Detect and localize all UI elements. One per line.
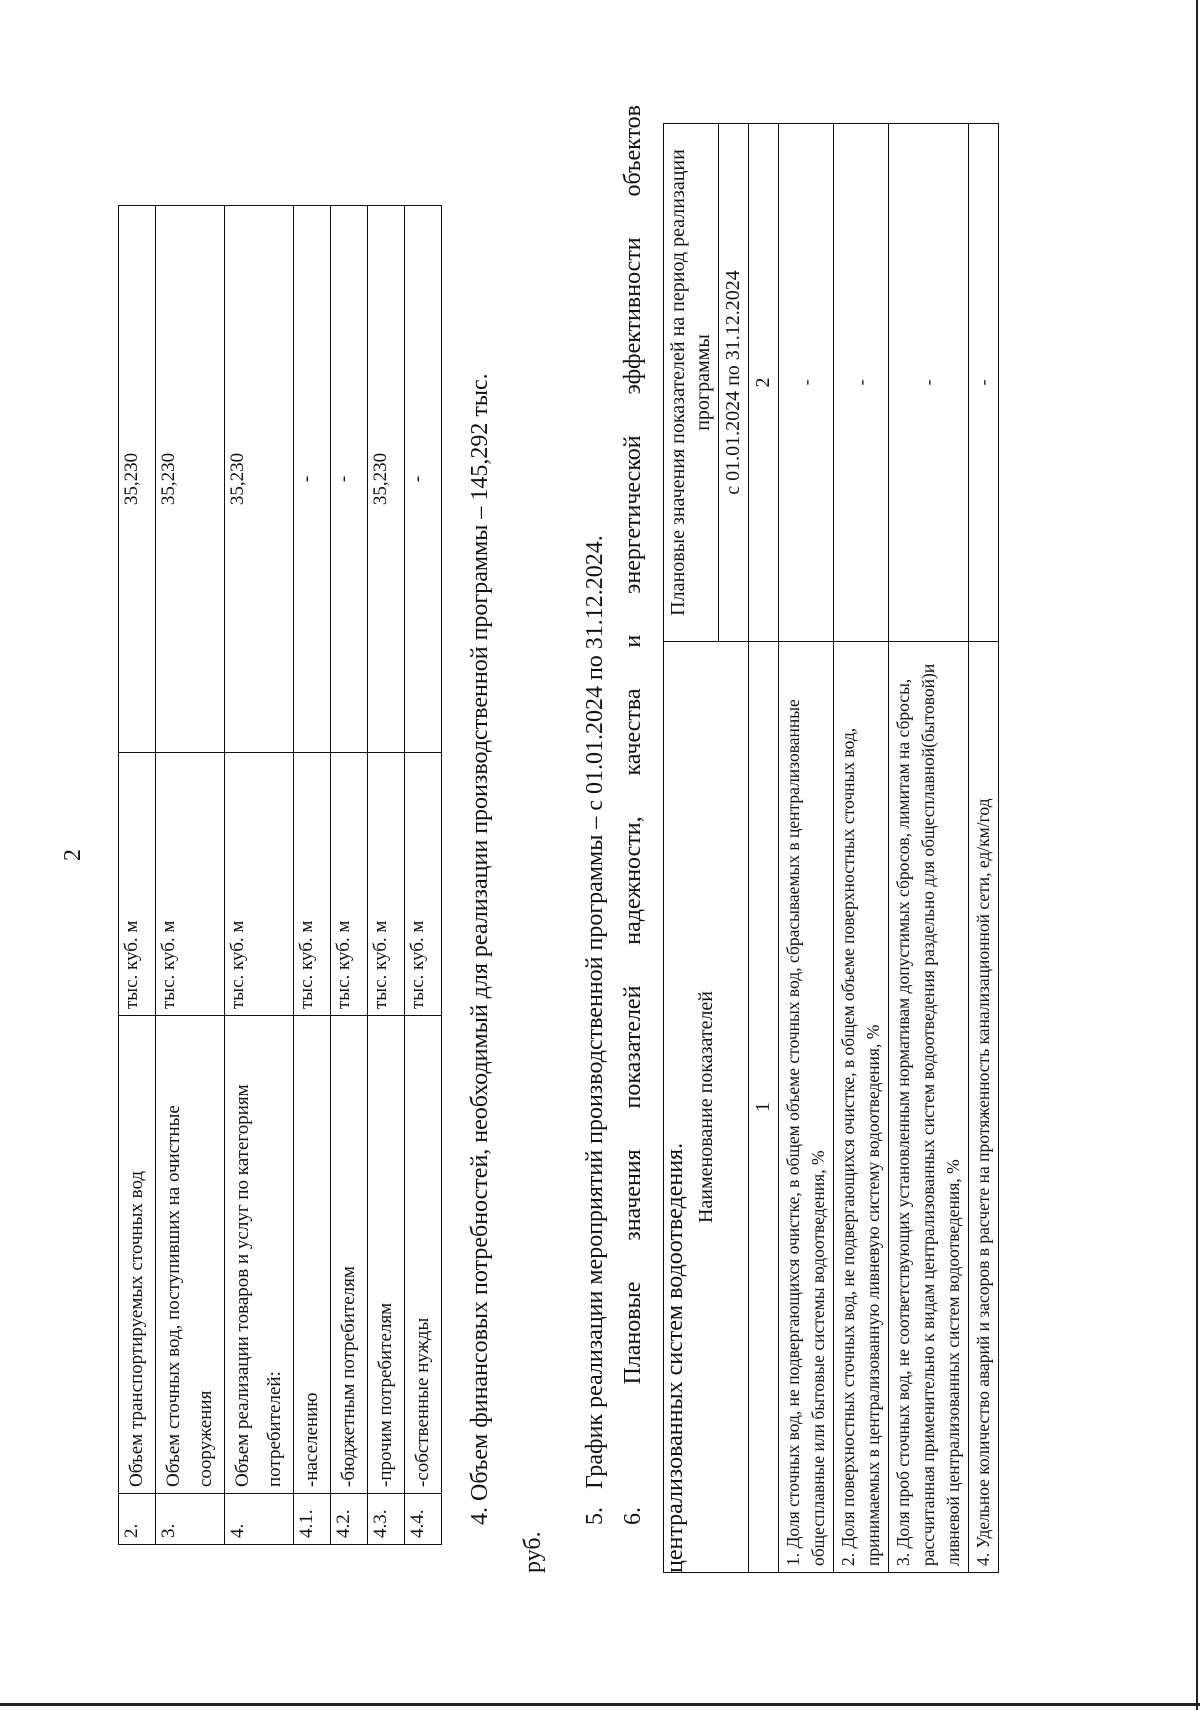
row-name: -собственные нужды (405, 1016, 442, 1494)
row-unit: тыс. куб. м (119, 753, 156, 1016)
indicators-table (663, 123, 999, 1573)
row-number: 4.3. (368, 1494, 405, 1545)
table-row (225, 206, 294, 1545)
row-unit: тыс. куб. м (368, 753, 405, 1016)
header-planned-values: Плановые значения показателей на период реализации программы (664, 124, 719, 642)
row-name: Объем транспортируемых сточных вод (119, 1016, 156, 1494)
row-unit: тыс. куб. м (331, 753, 368, 1016)
rotated-document-page (60, 85, 1140, 1625)
row-value: 35,230 (225, 206, 294, 753)
indicator-name: 2. Доля поверхностных сточных вод, не подвергающихся очистке, в общем объеме поверхностных сточных вод, принимаемых в централизованную ливневую систему водоотведения, % (834, 642, 889, 1573)
row-value: 35,230 (368, 206, 405, 753)
header-indicator-name: Наименование показателей (664, 642, 749, 1573)
table-row (834, 124, 889, 1573)
row-unit: тыс. куб. м (294, 753, 331, 1016)
indicator-value: - (834, 124, 889, 642)
row-number: 4.2. (331, 1494, 368, 1545)
table-row (368, 206, 405, 1545)
paragraph-planned-indicators-continuation: централизованных систем водоотведения. (662, 1142, 688, 1573)
indicator-name: 4. Удельное количество аварий и засоров в расчете на протяженность канализационной сети, ед/км/год (969, 642, 999, 1573)
row-number: 4.4. (405, 1494, 442, 1545)
row-number: 2. (119, 1494, 156, 1545)
column-number-1: 1 (749, 642, 779, 1573)
paragraph-financial-needs-continuation: руб. (520, 1531, 546, 1573)
row-unit: тыс. куб. м (156, 753, 225, 1016)
row-value: - (405, 206, 442, 753)
table-row (405, 206, 442, 1545)
row-value: - (331, 206, 368, 753)
volume-table (118, 205, 442, 1545)
table-header-row (664, 124, 719, 1573)
indicator-name: 3. Доля проб сточных вод, не соответствующих установленным нормативам допустимых сбросов, лимитам на сбросы, рассчитанная применительно к видам централизованных систем водоотведения раздельно для общесплавной(бытовой)и ливневой централизованных систем водоотведения, % (889, 642, 969, 1573)
row-unit: тыс. куб. м (225, 753, 294, 1016)
row-name: Объем реализации товаров и услуг по категориям потребителей: (225, 1016, 294, 1494)
indicator-value: - (969, 124, 999, 642)
row-number: 4.1. (294, 1494, 331, 1545)
row-value: 35,230 (156, 206, 225, 753)
paragraph-financial-needs: 4. Объем финансовых потребностей, необходимый для реализации производственной программы – 145,292 тыс. (467, 373, 493, 1525)
indicator-value: - (889, 124, 969, 642)
row-name: -прочим потребителям (368, 1016, 405, 1494)
scan-edge-right (1196, 0, 1198, 1710)
header-period: с 01.01.2024 по 31.12.2024 (719, 124, 749, 642)
paragraph-schedule: 5. График реализации мероприятий производственной программы – с 01.01.2024 по 31.12.2024. (582, 535, 608, 1525)
table-row (156, 206, 225, 1545)
row-name: Объем сточных вод, поступивших на очистные сооружения (156, 1016, 225, 1494)
table-row (331, 206, 368, 1545)
row-number: 4. (225, 1494, 294, 1545)
paragraph-planned-indicators: 6. Плановые значения показателей надежности, качества и энергетической эффективности объектов (620, 105, 646, 1525)
table-row (779, 124, 834, 1573)
table-row (119, 206, 156, 1545)
row-name: -бюджетным потребителям (331, 1016, 368, 1494)
row-value: - (294, 206, 331, 753)
row-name: -населению (294, 1016, 331, 1494)
table-column-number-row (749, 124, 779, 1573)
page-number: 2 (60, 849, 86, 861)
row-number: 3. (156, 1494, 225, 1545)
indicator-value: - (779, 124, 834, 642)
table-row (969, 124, 999, 1573)
indicator-name: 1. Доля сточных вод, не подвергающихся очистке, в общем объеме сточных вод, сбрасываемых в централизованные общесплавные или бытовые системы водоотведения, % (779, 642, 834, 1573)
row-value: 35,230 (119, 206, 156, 753)
table-row (889, 124, 969, 1573)
column-number-2: 2 (749, 124, 779, 642)
row-unit: тыс. куб. м (405, 753, 442, 1016)
scan-edge-bottom (0, 1703, 1200, 1706)
table-row (294, 206, 331, 1545)
